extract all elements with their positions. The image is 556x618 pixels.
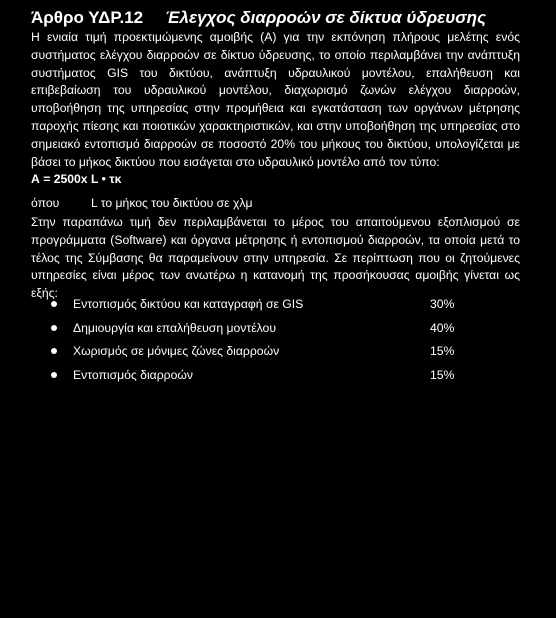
bullet-icon xyxy=(51,301,57,307)
item-label: Εντοπισμός διαρροών xyxy=(73,367,193,382)
item-percent: 30% xyxy=(430,297,455,311)
list-item xyxy=(31,319,520,343)
fee-formula: Α = 2500x L • τκ xyxy=(31,172,122,186)
definition-text: L το μήκος του δικτύου σε χλμ xyxy=(91,196,253,210)
list-item xyxy=(31,342,520,366)
item-label: Εντοπισμός δικτύου και καταγραφή σε GIS xyxy=(73,297,304,311)
definition-label: όπου xyxy=(31,196,60,210)
item-label: Δημιουργία και επαλήθευση μοντέλου xyxy=(73,320,276,335)
article-title: Έλεγχος διαρροών σε δίκτυα ύδρευσης xyxy=(165,8,487,27)
description-paragraph: Η ενιαία τιμή προεκτιμώμενης αμοιβής (Α) για την εκπόνηση πλήρους μελέτης ενός συστήματος ελέγχου διαρροών σε δίκτυο ύδρευσης, το οποίο περιλαμβάνει την ανάπτυξη συστήματος GIS του δικτύου, ανάπτυξη υδραυλικού μοντέλου, επαλήθευση και επιβεβαίωση του υδραυλικού μοντέλου, διαχωρισμό ζωνών ελέγχου διαρροών, υποβοήθηση της υπηρεσίας στην προμήθεια και εγκατάσταση των οργάνων μέτρησης παροχής πίεσης και ποιοτικών χαρακτηριστικών, και στην υποβοήθηση της υπηρεσίας στο σημειακό εντοπισμό διαρροών σε ποσοστό 20% του μήκους του δικτύου, υπολογίζεται με βάσει το μήκος δικτύου που εισάγεται στο υδραυλικό μοντέλο από τον τύπο: xyxy=(31,30,520,169)
item-percent: 40% xyxy=(430,320,455,335)
bullet-icon xyxy=(51,325,57,331)
fee-allocation-list xyxy=(31,295,520,389)
item-label: Χωρισμός σε μόνιμες ζώνες διαρροών xyxy=(73,344,280,358)
article-code: Άρθρο ΥΔΡ.12 xyxy=(31,8,144,27)
list-item xyxy=(31,366,520,390)
allocation-paragraph: Στην παραπάνω τιμή δεν περιλαμβάνεται το μέρος του απαιτούμενου εξοπλισμού σε προγράμματα (Software) και όργανα μέτρησης ή εντοπισμού διαρροών, τα οποία μετά το τέλος της Σύμβασης θα παραμείνουν στην υπηρεσία. Σε περίπτωση που οι ζητούμενες υπηρεσίες είναι μέρος των ανωτέρω η κατανομή της προσήκουσας αμοιβής γίνεται ως εξής: xyxy=(31,215,520,301)
bullet-icon xyxy=(51,372,57,378)
article-heading xyxy=(31,6,531,30)
item-percent: 15% xyxy=(430,367,455,382)
list-item xyxy=(31,295,520,319)
bullet-icon xyxy=(51,348,57,354)
item-percent: 15% xyxy=(430,344,455,358)
